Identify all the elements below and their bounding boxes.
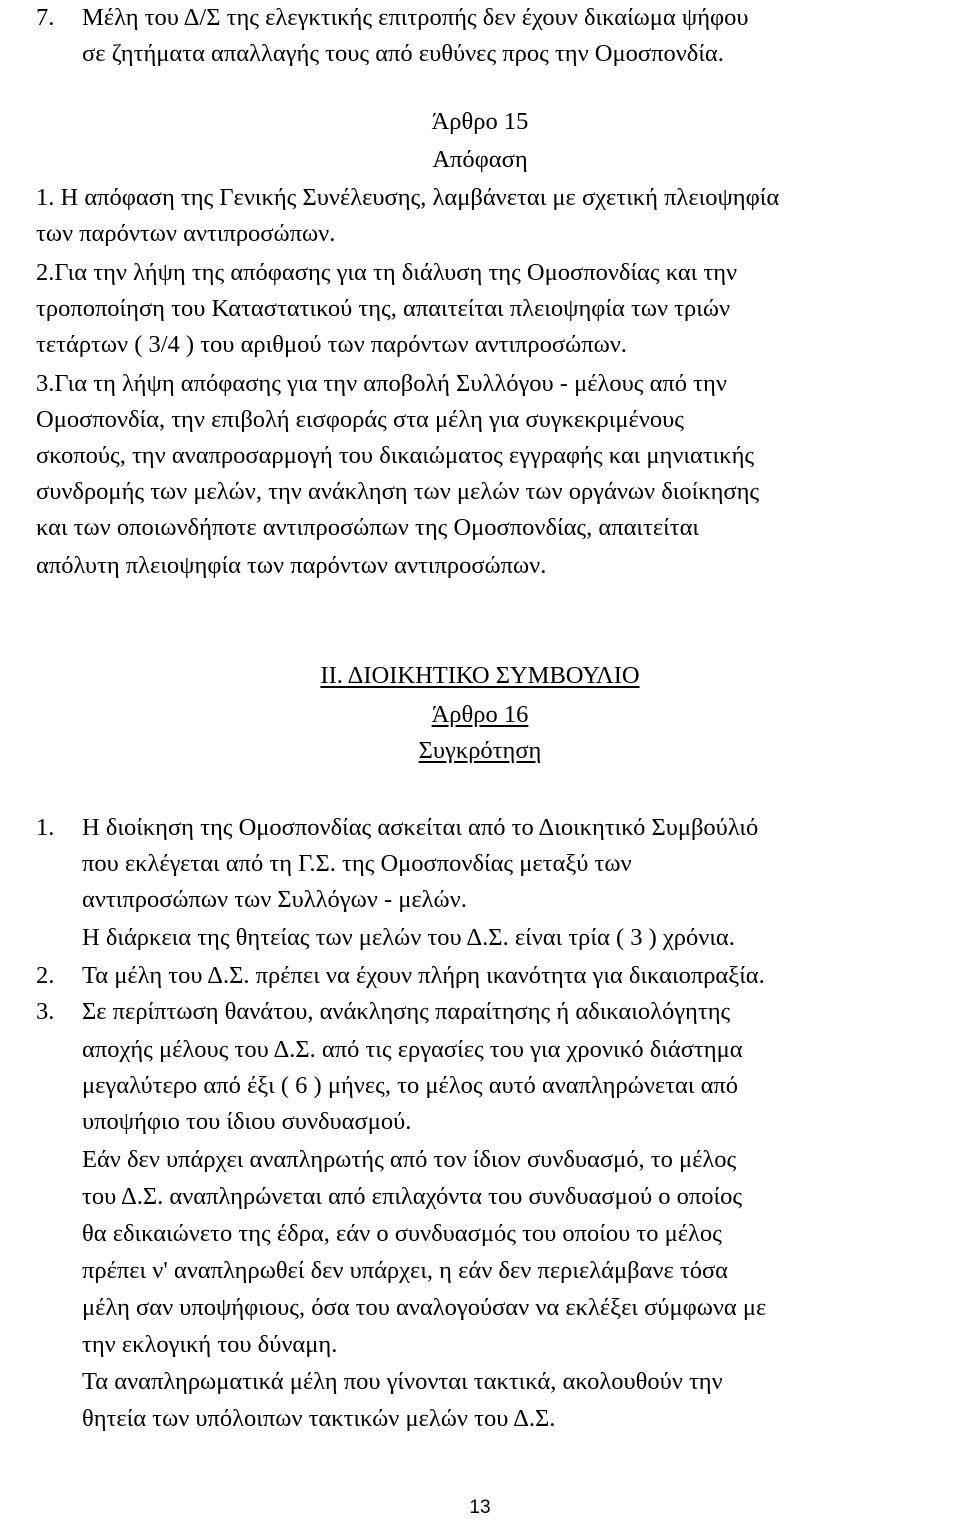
article15-p1-line-1: 1. Η απόφαση της Γενικής Συνέλευσης, λαμβάνεται με σχετική πλειοψηφία — [36, 184, 780, 211]
section-2-heading: ΙΙ. ΔΙΟΙΚΗΤΙΚΟ ΣΥΜΒΟΥΛΙΟ — [320, 662, 640, 689]
article16-item3-line-5: Εάν δεν υπάρχει αναπληρωτής από τον ίδιον συνδυασμό, το μέλος — [82, 1146, 737, 1173]
article16-item3-line-4: υποψήφιο του ίδιου συνδυασμού. — [82, 1108, 412, 1135]
article15-p3-line-5: και των οποιωνδήποτε αντιπροσώπων της Ομοσπονδίας, απαιτείται — [36, 514, 700, 541]
article16-item-number-3: 3. — [36, 998, 55, 1025]
article-15-heading: Άρθρο 15 — [431, 108, 529, 135]
article15-p2-line-3: τετάρτων ( 3/4 ) του αριθμού των παρόντων αντιπροσώπων. — [36, 331, 627, 358]
article15-p2-line-1: 2.Για την λήψη της απόφασης για τη διάλυση της Ομοσπονδίας και την — [36, 259, 738, 286]
page-number: 13 — [469, 1497, 491, 1518]
article15-p2-line-2: τροποποίηση του Καταστατικού της, απαιτείται πλειοψηφία των τριών — [36, 295, 731, 322]
article15-p3-line-4: συνδρομής των μελών, την ανάκληση των μελών των οργάνων διοίκησης — [36, 478, 760, 505]
article15-p3-line-1: 3.Για τη λήψη απόφασης για την αποβολή Συλλόγου - μέλους από την — [36, 370, 727, 397]
item-number-7: 7. — [36, 4, 55, 31]
article16-item1-line-4: Η διάρκεια της θητείας των μελών του Δ.Σ. είναι τρία ( 3 ) χρόνια. — [82, 924, 735, 951]
article16-item3-line-2: αποχής μέλους του Δ.Σ. από τις εργασίες του για χρονικό διάστημα — [82, 1036, 743, 1063]
article15-p1-line-2: των παρόντων αντιπροσώπων. — [36, 220, 336, 247]
article16-item3-line-9: μέλη σαν υποψήφιους, όσα του αναλογούσαν να εκλέξει σύμφωνα με — [82, 1294, 767, 1321]
article-15-subheading: Απόφαση — [432, 146, 528, 173]
article-16-heading: Άρθρο 16 — [431, 701, 529, 728]
article15-p3-line-3: σκοπούς, την αναπροσαρμογή του δικαιώματος εγγραφής και μηνιατικής — [36, 442, 755, 469]
article16-item3-line-7: θα εδικαιώνετο της έδρα, εάν ο συνδυασμός του οποίου το μέλος — [82, 1220, 722, 1247]
article15-p3-line-2: Ομοσπονδία, την επιβολή εισφοράς στα μέλη για συγκεκριμένους — [36, 406, 684, 433]
item7-line-1: Μέλη του Δ/Σ της ελεγκτικής επιτροπής δεν έχουν δικαίωμα ψήφου — [82, 4, 749, 31]
article16-item-number-2: 2. — [36, 962, 55, 989]
article-16-subheading: Συγκρότηση — [418, 737, 542, 764]
article16-item1-line-3: αντιπροσώπων των Συλλόγων - μελών. — [82, 886, 467, 913]
article16-item3-line-12: θητεία των υπόλοιπων τακτικών μελών του Δ.Σ. — [82, 1405, 556, 1432]
article16-item1-line-2: που εκλέγεται από τη Γ.Σ. της Ομοσπονδίας μεταξύ των — [82, 850, 632, 877]
article16-item3-line-11: Τα αναπληρωματικά μέλη που γίνονται τακτικά, ακολουθούν την — [82, 1368, 723, 1395]
article16-item3-line-10: την εκλογική του δύναμη. — [82, 1331, 338, 1358]
article16-item2-line-1: Τα μέλη του Δ.Σ. πρέπει να έχουν πλήρη ικανότητα για δικαιοπραξία. — [82, 962, 765, 989]
article16-item3-line-6: του Δ.Σ. αναπληρώνεται από επιλαχόντα του συνδυασμού ο οποίος — [82, 1183, 743, 1210]
article15-p3-line-6: απόλυτη πλειοψηφία των παρόντων αντιπροσώπων. — [36, 552, 547, 579]
article16-item3-line-8: πρέπει ν' αναπληρωθεί δεν υπάρχει, η εάν δεν περιελάμβανε τόσα — [82, 1257, 729, 1284]
article16-item1-line-1: Η διοίκηση της Ομοσπονδίας ασκείται από το Διοικητικό Συμβούλιό — [82, 814, 759, 841]
item7-line-2: σε ζητήματα απαλλαγής τους από ευθύνες προς την Ομοσπονδία. — [82, 40, 724, 67]
article16-item3-line-1: Σε περίπτωση θανάτου, ανάκλησης παραίτησης ή αδικαιολόγητης — [82, 998, 731, 1025]
article16-item3-line-3: μεγαλύτερο από έξι ( 6 ) μήνες, το μέλος αυτό αναπληρώνεται από — [82, 1072, 739, 1099]
article16-item-number-1: 1. — [36, 814, 55, 841]
